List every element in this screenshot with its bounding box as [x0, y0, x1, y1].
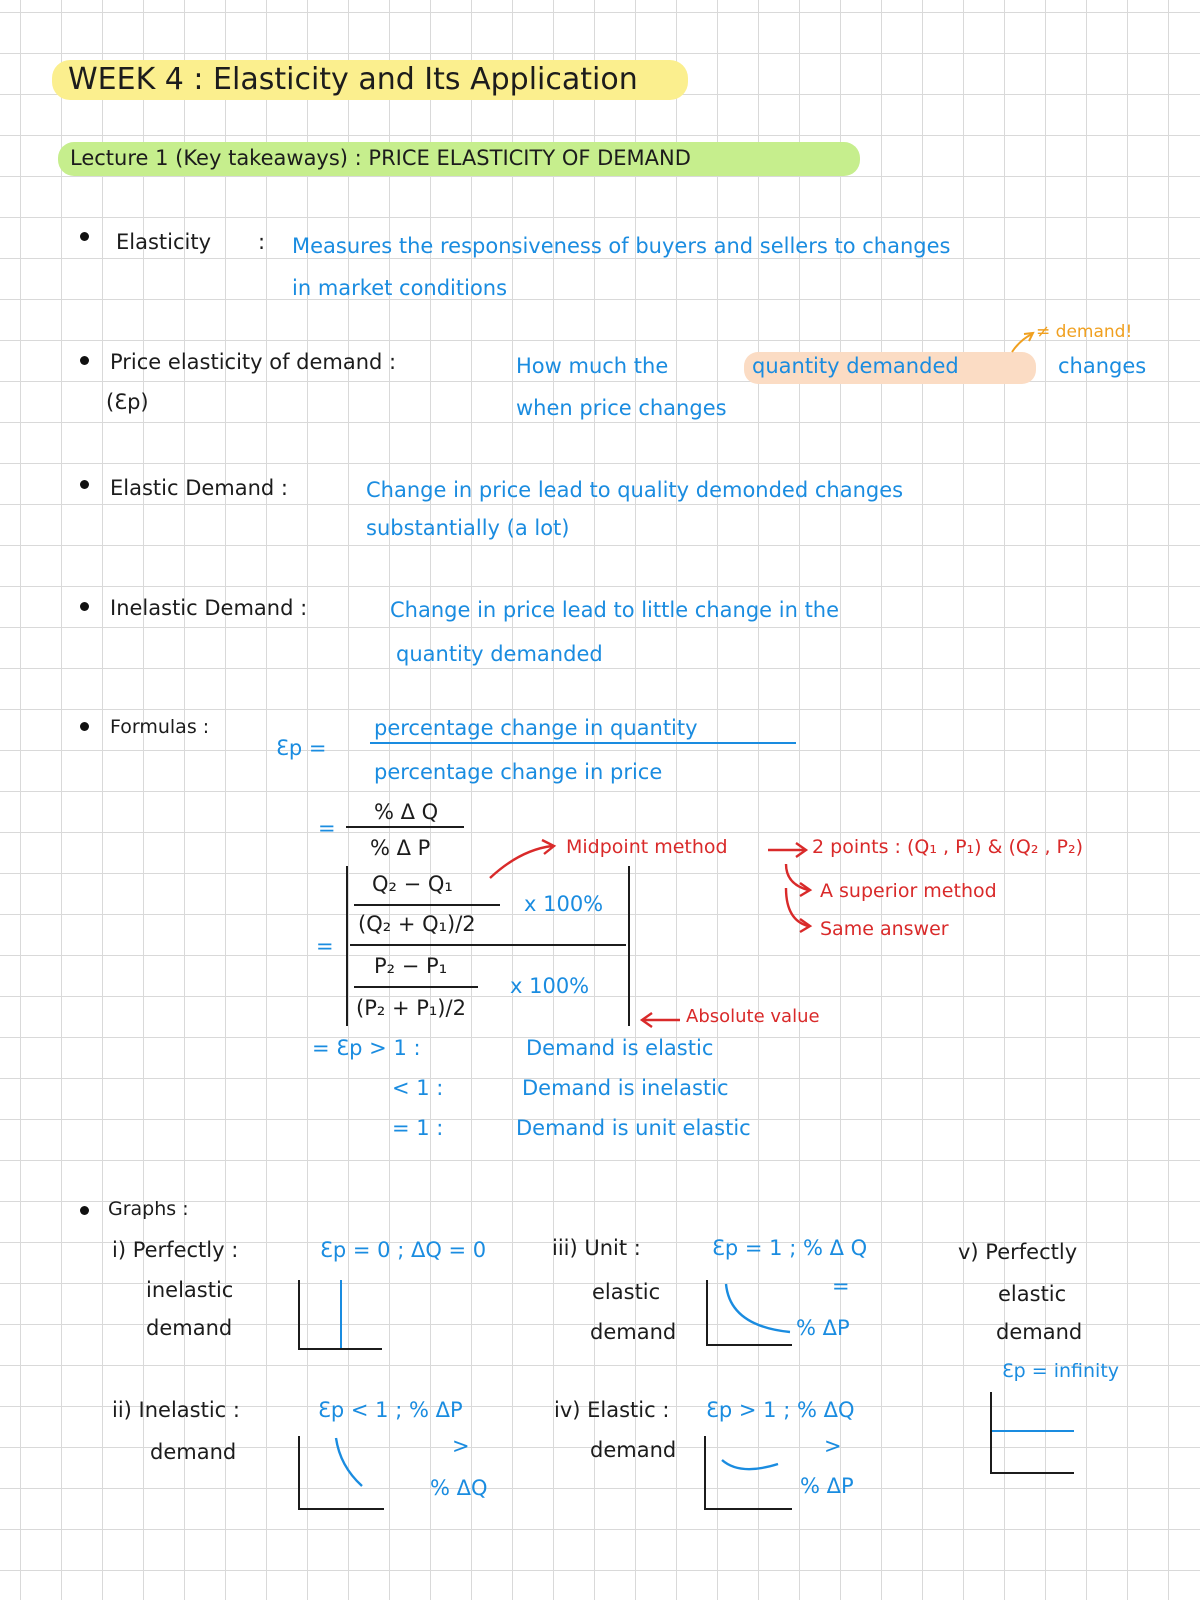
elasticity-def-line1: Measures the responsiveness of buyers and sellers to changes	[292, 234, 951, 258]
formula-pct-dp: % Δ P	[370, 836, 431, 860]
price-elasticity-term: Price elasticity of demand :	[110, 350, 397, 374]
price-elasticity-def-post: changes	[1058, 354, 1147, 378]
graph2-bottom: % ΔQ	[430, 1476, 488, 1500]
formula-pct-dq: % Δ Q	[374, 800, 439, 824]
graph4-bottom: % ΔP	[800, 1474, 854, 1498]
graph5-demand-curve	[992, 1430, 1074, 1432]
graph5-label-line2: elastic	[998, 1282, 1067, 1306]
inelastic-demand-term: Inelastic Demand :	[110, 596, 308, 620]
price-elasticity-symbol: (Ɛp)	[106, 390, 149, 414]
graph4-formula: Ɛp > 1 ; % ΔQ	[706, 1398, 855, 1422]
midpoint-method-label: Midpoint method	[566, 836, 728, 858]
graph3-bottom: % ΔP	[796, 1316, 850, 1340]
graph4-gt: >	[824, 1434, 842, 1458]
graph2-formula: Ɛp < 1 ; % ΔP	[318, 1398, 463, 1422]
formula-numerator: percentage change in quantity	[374, 716, 698, 740]
midpoint-p-denominator: (P₂ + P₁)/2	[356, 996, 466, 1020]
superior-method-label: A superior method	[820, 880, 997, 902]
formula-denominator: percentage change in price	[374, 760, 663, 784]
midpoint-times-1: x 100%	[524, 892, 604, 916]
graph5-label-line1: v) Perfectly	[958, 1240, 1078, 1264]
formula-ep-equals: Ɛp =	[276, 736, 327, 760]
graph5-x-axis	[990, 1472, 1074, 1474]
inelastic-demand-def-line2: quantity demanded	[396, 642, 603, 666]
elasticity-term: Elasticity	[116, 230, 212, 254]
graph1-label-line3: demand	[146, 1316, 233, 1340]
graph3-eq: =	[832, 1274, 850, 1298]
midpoint-q-numerator: Q₂ − Q₁	[372, 872, 453, 896]
absolute-value-label: Absolute value	[686, 1006, 820, 1027]
elastic-demand-def-line1: Change in price lead to quality demonded changes	[366, 478, 904, 502]
rule-elastic-lhs: = Ɛp > 1 :	[312, 1036, 421, 1060]
formula-equals-1: =	[318, 816, 336, 840]
price-elasticity-def-line2: when price changes	[516, 396, 727, 420]
elastic-demand-term: Elastic Demand :	[110, 476, 289, 500]
price-elasticity-def-highlight: quantity demanded	[752, 354, 959, 378]
graph2-label-line1: ii) Inelastic :	[112, 1398, 240, 1422]
graph1-label-line2: inelastic	[146, 1278, 234, 1302]
graph4-label-line1: iv) Elastic :	[554, 1398, 670, 1422]
same-answer-label: Same answer	[820, 918, 949, 940]
graph4-label-line2: demand	[590, 1438, 677, 1462]
price-elasticity-def-pre: How much the	[516, 354, 669, 378]
graph3-label-line2: elastic	[592, 1280, 661, 1304]
page-title: WEEK 4 : Elasticity and Its Application	[68, 62, 638, 97]
rule-inelastic-rhs: Demand is inelastic	[522, 1076, 729, 1100]
midpoint-times-2: x 100%	[510, 974, 590, 998]
graph3-label-line3: demand	[590, 1320, 677, 1344]
graphs-term: Graphs :	[108, 1198, 189, 1220]
rule-unit-rhs: Demand is unit elastic	[516, 1116, 751, 1140]
graph2-label-line2: demand	[150, 1440, 237, 1464]
inelastic-demand-def-line1: Change in price lead to little change in the	[390, 598, 840, 622]
formula-equals-2: =	[316, 934, 334, 958]
rule-elastic-rhs: Demand is elastic	[526, 1036, 714, 1060]
graph5-y-axis	[990, 1392, 992, 1474]
graph2-gt: >	[452, 1434, 470, 1458]
elasticity-colon: :	[258, 230, 266, 254]
rule-inelastic-lhs: < 1 :	[392, 1076, 444, 1100]
rule-unit-lhs: = 1 :	[392, 1116, 444, 1140]
elastic-demand-def-line2: substantially (a lot)	[366, 516, 570, 540]
midpoint-p-numerator: P₂ − P₁	[374, 954, 448, 978]
midpoint-q-denominator: (Q₂ + Q₁)/2	[358, 912, 476, 936]
graph1-formula: Ɛp = 0 ; ΔQ = 0	[320, 1238, 487, 1262]
graph5-formula: Ɛp = infinity	[1002, 1360, 1120, 1382]
lecture-subtitle: Lecture 1 (Key takeaways) : PRICE ELASTICITY OF DEMAND	[70, 146, 691, 170]
formulas-term: Formulas :	[110, 716, 210, 738]
graph1-label-line1: i) Perfectly :	[112, 1238, 239, 1262]
graph3-label-line1: iii) Unit :	[552, 1236, 641, 1260]
graph3-formula: Ɛp = 1 ; % Δ Q	[712, 1236, 868, 1260]
elasticity-def-line2: in market conditions	[292, 276, 508, 300]
graph5-label-line3: demand	[996, 1320, 1083, 1344]
two-points-label: 2 points : (Q₁ , P₁) & (Q₂ , P₂)	[812, 836, 1084, 858]
not-demand-note: ≠ demand!	[1036, 322, 1133, 342]
